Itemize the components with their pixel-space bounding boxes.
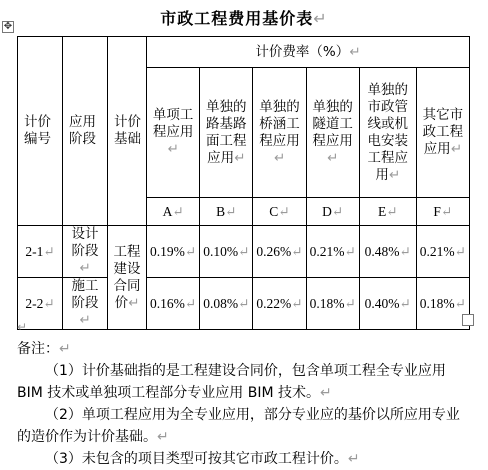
rate-value: 0.19%↵ <box>147 226 200 278</box>
page-title: 市政工程费用基价表↵ <box>160 9 328 28</box>
note-item: （1）计价基础指的是工程建设合同价，包含单项工程全专业应用 BIM 技术或单独项工程部分专业应用 BIM 技术。↵ <box>17 363 446 401</box>
row-stage: 设计 阶段↵ <box>63 226 108 278</box>
rate-col-c: 单独的 桥涵工 程应用↵ <box>253 68 306 198</box>
rate-code-c: C↵ <box>253 198 306 226</box>
rate-col-f: 其它市 政工程 应用↵ <box>416 68 469 198</box>
rate-col-e: 单独的 市政管 线或机 电安装 工程应 用↵ <box>359 68 416 198</box>
table-row <box>18 226 470 278</box>
notes-section <box>17 338 469 470</box>
table-resize-handle[interactable] <box>462 314 474 326</box>
rate-col-a: 单项工 程应用↵ <box>147 68 200 198</box>
rate-value: 0.18%↵ <box>306 278 359 330</box>
row-code: 2-1↵ <box>18 226 63 278</box>
note-item: （2）单项工程应用为全专业应用，部分专业应的基价以所应用专业的造价作为计价基础。↵ <box>17 407 460 445</box>
rate-value: 0.21%↵ <box>416 226 469 278</box>
fee-table <box>17 36 470 330</box>
table-move-handle-icon[interactable]: ✥ <box>3 21 13 32</box>
table-row <box>18 278 470 330</box>
header-stage: 应用 阶段 <box>63 37 108 226</box>
rate-value: 0.08%↵ <box>200 278 253 330</box>
row-basis: 工程 建设 合同 价↵ <box>108 226 147 330</box>
rate-col-d: 单独的 隧道工 程应用↵ <box>306 68 359 198</box>
rate-col-b: 单独的 路基路 面工程 应用↵ <box>200 68 253 198</box>
row-stage: 施工 阶段↵ <box>63 278 108 330</box>
rate-code-e: E↵ <box>359 198 416 226</box>
notes-heading: 备注：↵ <box>17 341 71 357</box>
rate-value: 0.18%↵ <box>416 278 469 330</box>
paragraph-mark: ↵ <box>17 320 28 334</box>
rate-value: 0.10%↵ <box>200 226 253 278</box>
rate-code-b: B↵ <box>200 198 253 226</box>
rate-code-d: D↵ <box>306 198 359 226</box>
rate-code-f: F↵ <box>416 198 469 226</box>
rate-value: 0.21%↵ <box>306 226 359 278</box>
rate-value: 0.22%↵ <box>253 278 306 330</box>
header-code: 计价 编号 <box>18 37 63 226</box>
rate-value: 0.48%↵ <box>359 226 416 278</box>
header-basis: 计价 基础 <box>108 37 147 226</box>
header-rate: 计价费率（%）↵ <box>147 37 470 68</box>
row-code: 2-2↵ <box>18 278 63 330</box>
rate-value: 0.40%↵ <box>359 278 416 330</box>
rate-value: 0.16%↵ <box>147 278 200 330</box>
rate-code-a: A↵ <box>147 198 200 226</box>
rate-value: 0.26%↵ <box>253 226 306 278</box>
note-item: （3）未包含的项目类型可按其它市政工程计价。↵ <box>45 451 360 467</box>
